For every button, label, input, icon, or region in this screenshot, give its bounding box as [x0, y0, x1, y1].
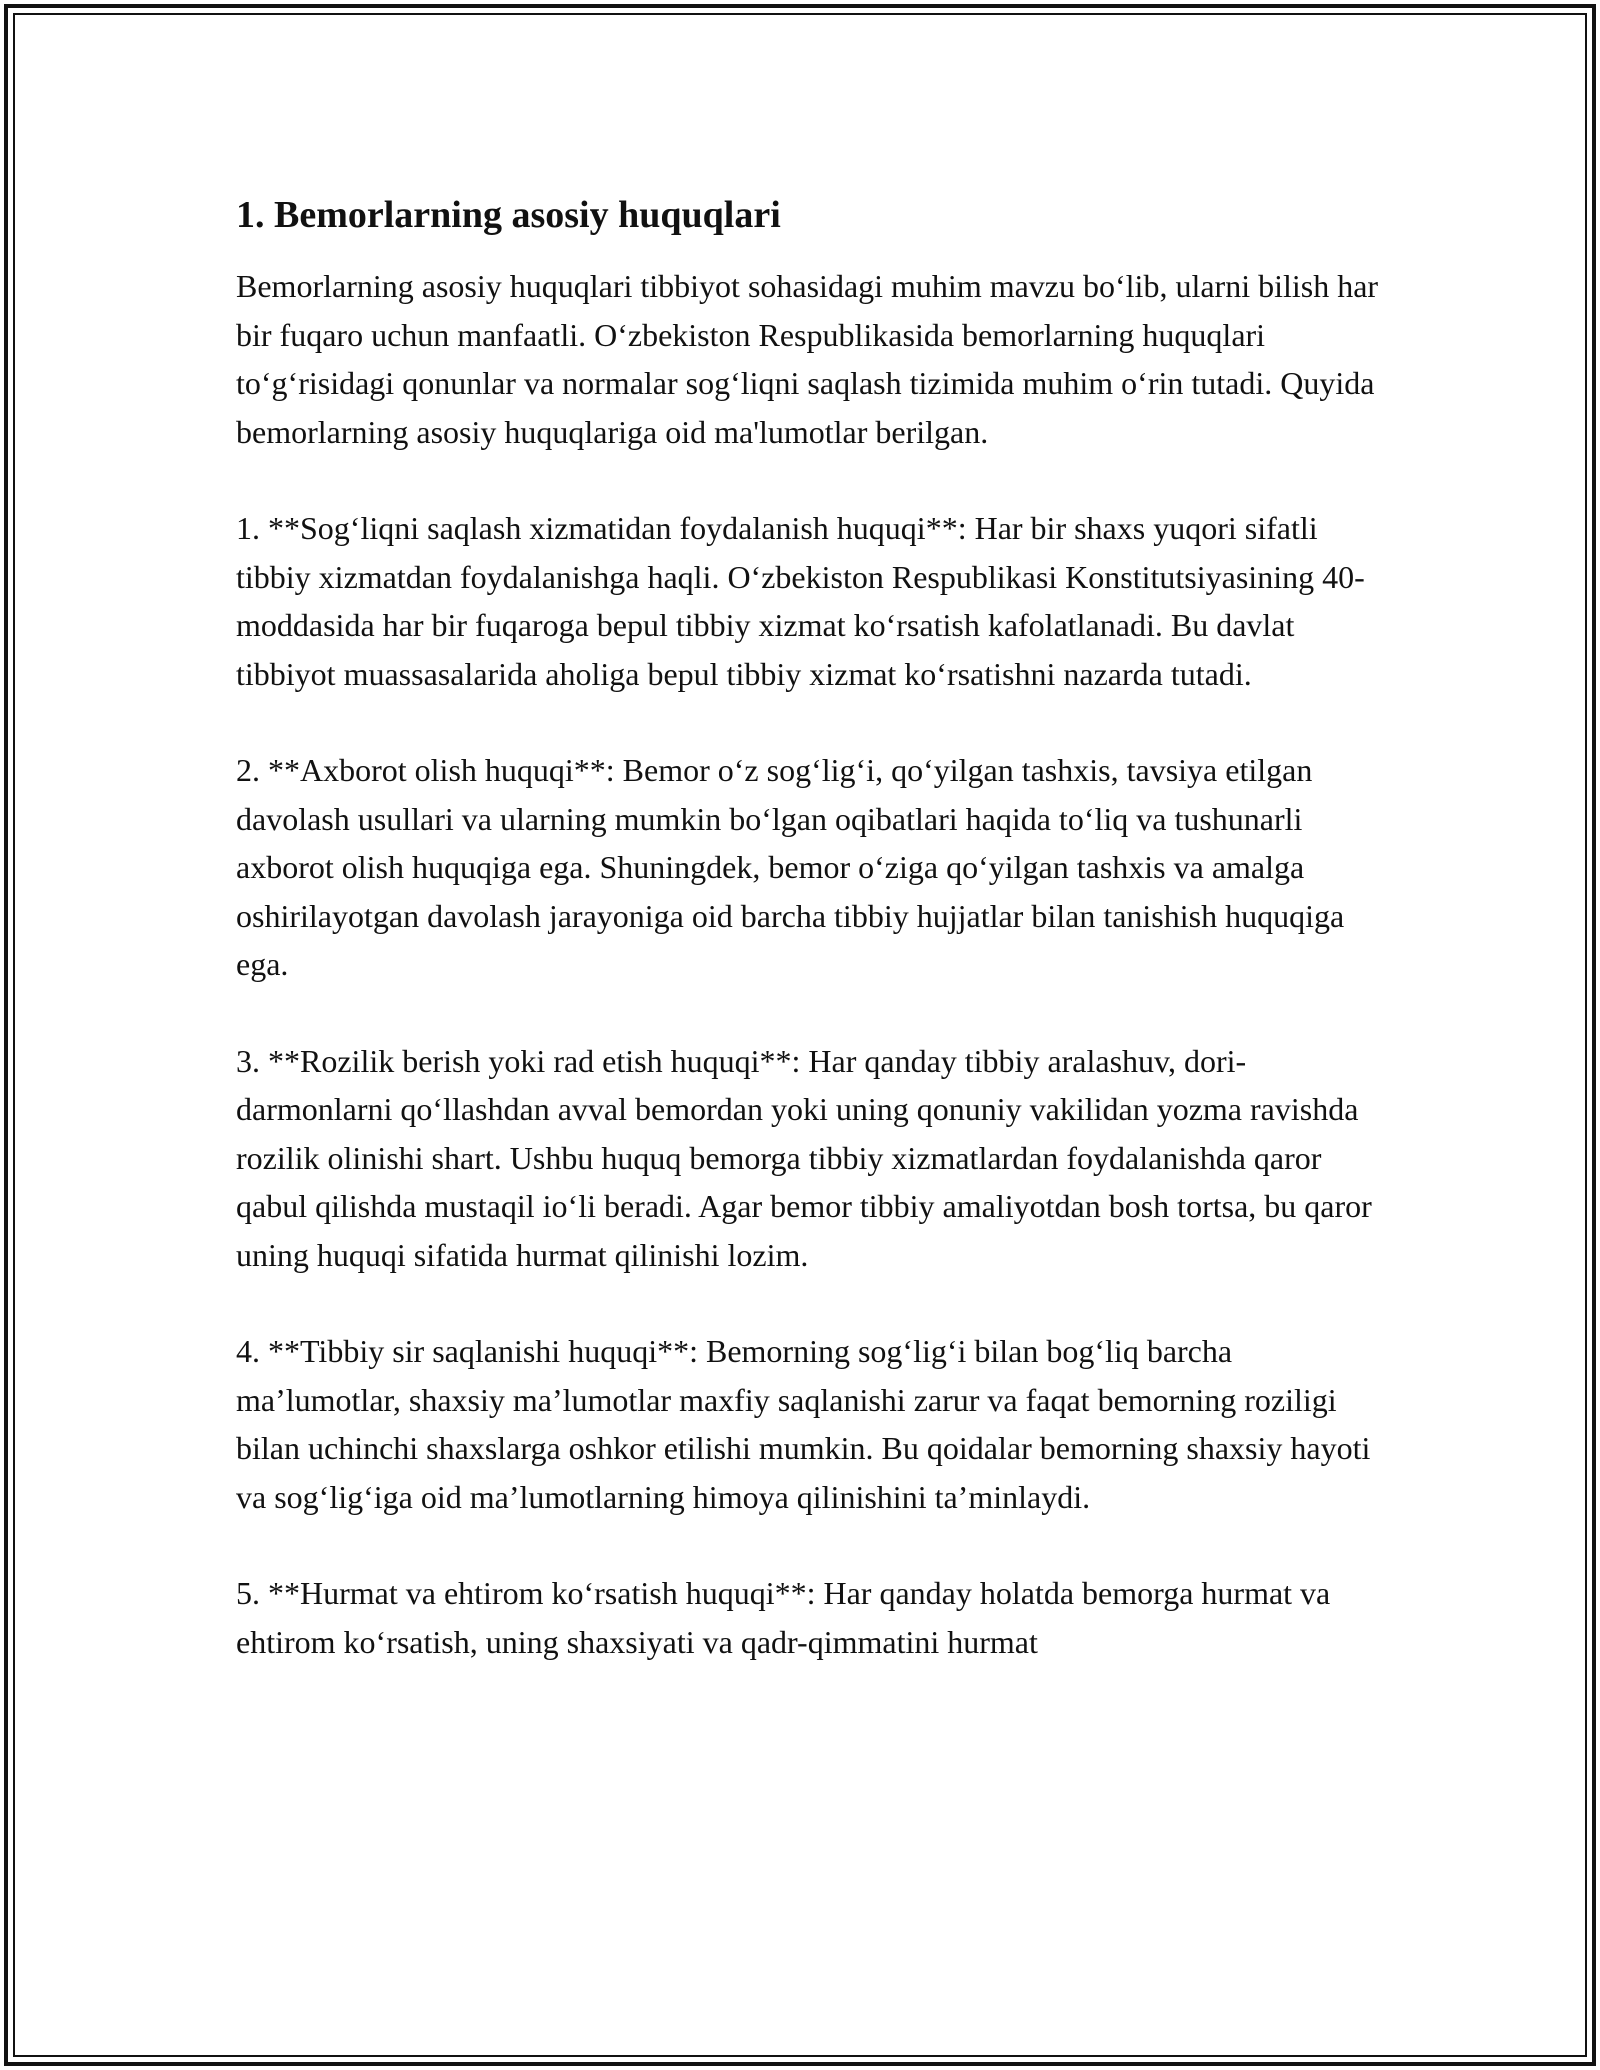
document-body [236, 188, 1386, 1714]
right-consent-paragraph: 3. **Rozilik berish yoki rad etish huquqi**: Har qanday tibbiy aralashuv, dori-darmonlarni qo‘llashdan avval bemordan yoki uning qonuniy vakilidan yozma ravishda rozilik olinishi shart. Ushbu huquq bemorga tibbiy xizmatlardan foydalanishda qaror qabul qilishda mustaqil io‘li beradi. Agar bemor tibbiy amaliyotdan bosh tortsa, bu qaror uning huquqi sifatida hurmat qilinishi lozim. [236, 1042, 1372, 1273]
right-respect-paragraph: 5. **Hurmat va ehtirom ko‘rsatish huquqi**: Har qanday holatda bemorga hurmat va ehtirom ko‘rsatish, uning shaxsiyati va qadr-qimmatini hurmat [236, 1575, 1331, 1660]
right-healthcare-paragraph: 1. **Sog‘liqni saqlash xizmatidan foydalanish huquqi**: Har bir shaxs yuqori sifatli tibbiy xizmatdan foydalanishga haqli. O‘zbekiston Respublikasi Konstitutsiyasining 40-moddasida har bir fuqaroga bepul tibbiy xizmat ko‘rsatish kafolatlanadi. Bu davlat tibbiyot muassasalarida aholiga bepul tibbiy xizmat ko‘rsatishni nazarda tutadi. [236, 510, 1365, 692]
right-information-paragraph: 2. **Axborot olish huquqi**: Bemor o‘z sog‘lig‘i, qo‘yilgan tashxis, tavsiya etilgan davolash usullari va ularning mumkin bo‘lgan oqibatlari haqida to‘liq va tushunarli axborot olish huquqiga ega. Shuningdek, bemor o‘ziga qo‘yilgan tashxis va amalga oshirilayotgan davolash jarayoniga oid barcha tibbiy hujjatlar bilan tanishish huquqiga ega. [236, 752, 1345, 982]
document-title: 1. Bemorlarning asosiy huquqlari [236, 194, 781, 236]
right-confidentiality-paragraph: 4. **Tibbiy sir saqlanishi huquqi**: Bemorning sog‘lig‘i bilan bog‘liq barcha ma’lumotlar, shaxsiy ma’lumotlar maxfiy saqlanishi zarur va faqat bemorning roziligi bilan uchinchi shaxslarga oshkor etilishi mumkin. Bu qoidalar bemorning shaxsiy hayoti va sog‘lig‘iga oid ma’lumotlarning himoya qilinishini ta’minlaydi. [236, 1333, 1371, 1515]
intro-paragraph: Bemorlarning asosiy huquqlari tibbiyot sohasidagi muhim mavzu bo‘lib, ularni bilish har bir fuqaro uchun manfaatli. O‘zbekiston Respublikasida bemorlarning huquqlari to‘g‘risidagi qonunlar va normalar sog‘liqni saqlash tizimida muhim o‘rin tutadi. Quyida bemorlarning asosiy huquqlariga oid ma'lumotlar berilgan. [236, 268, 1379, 450]
